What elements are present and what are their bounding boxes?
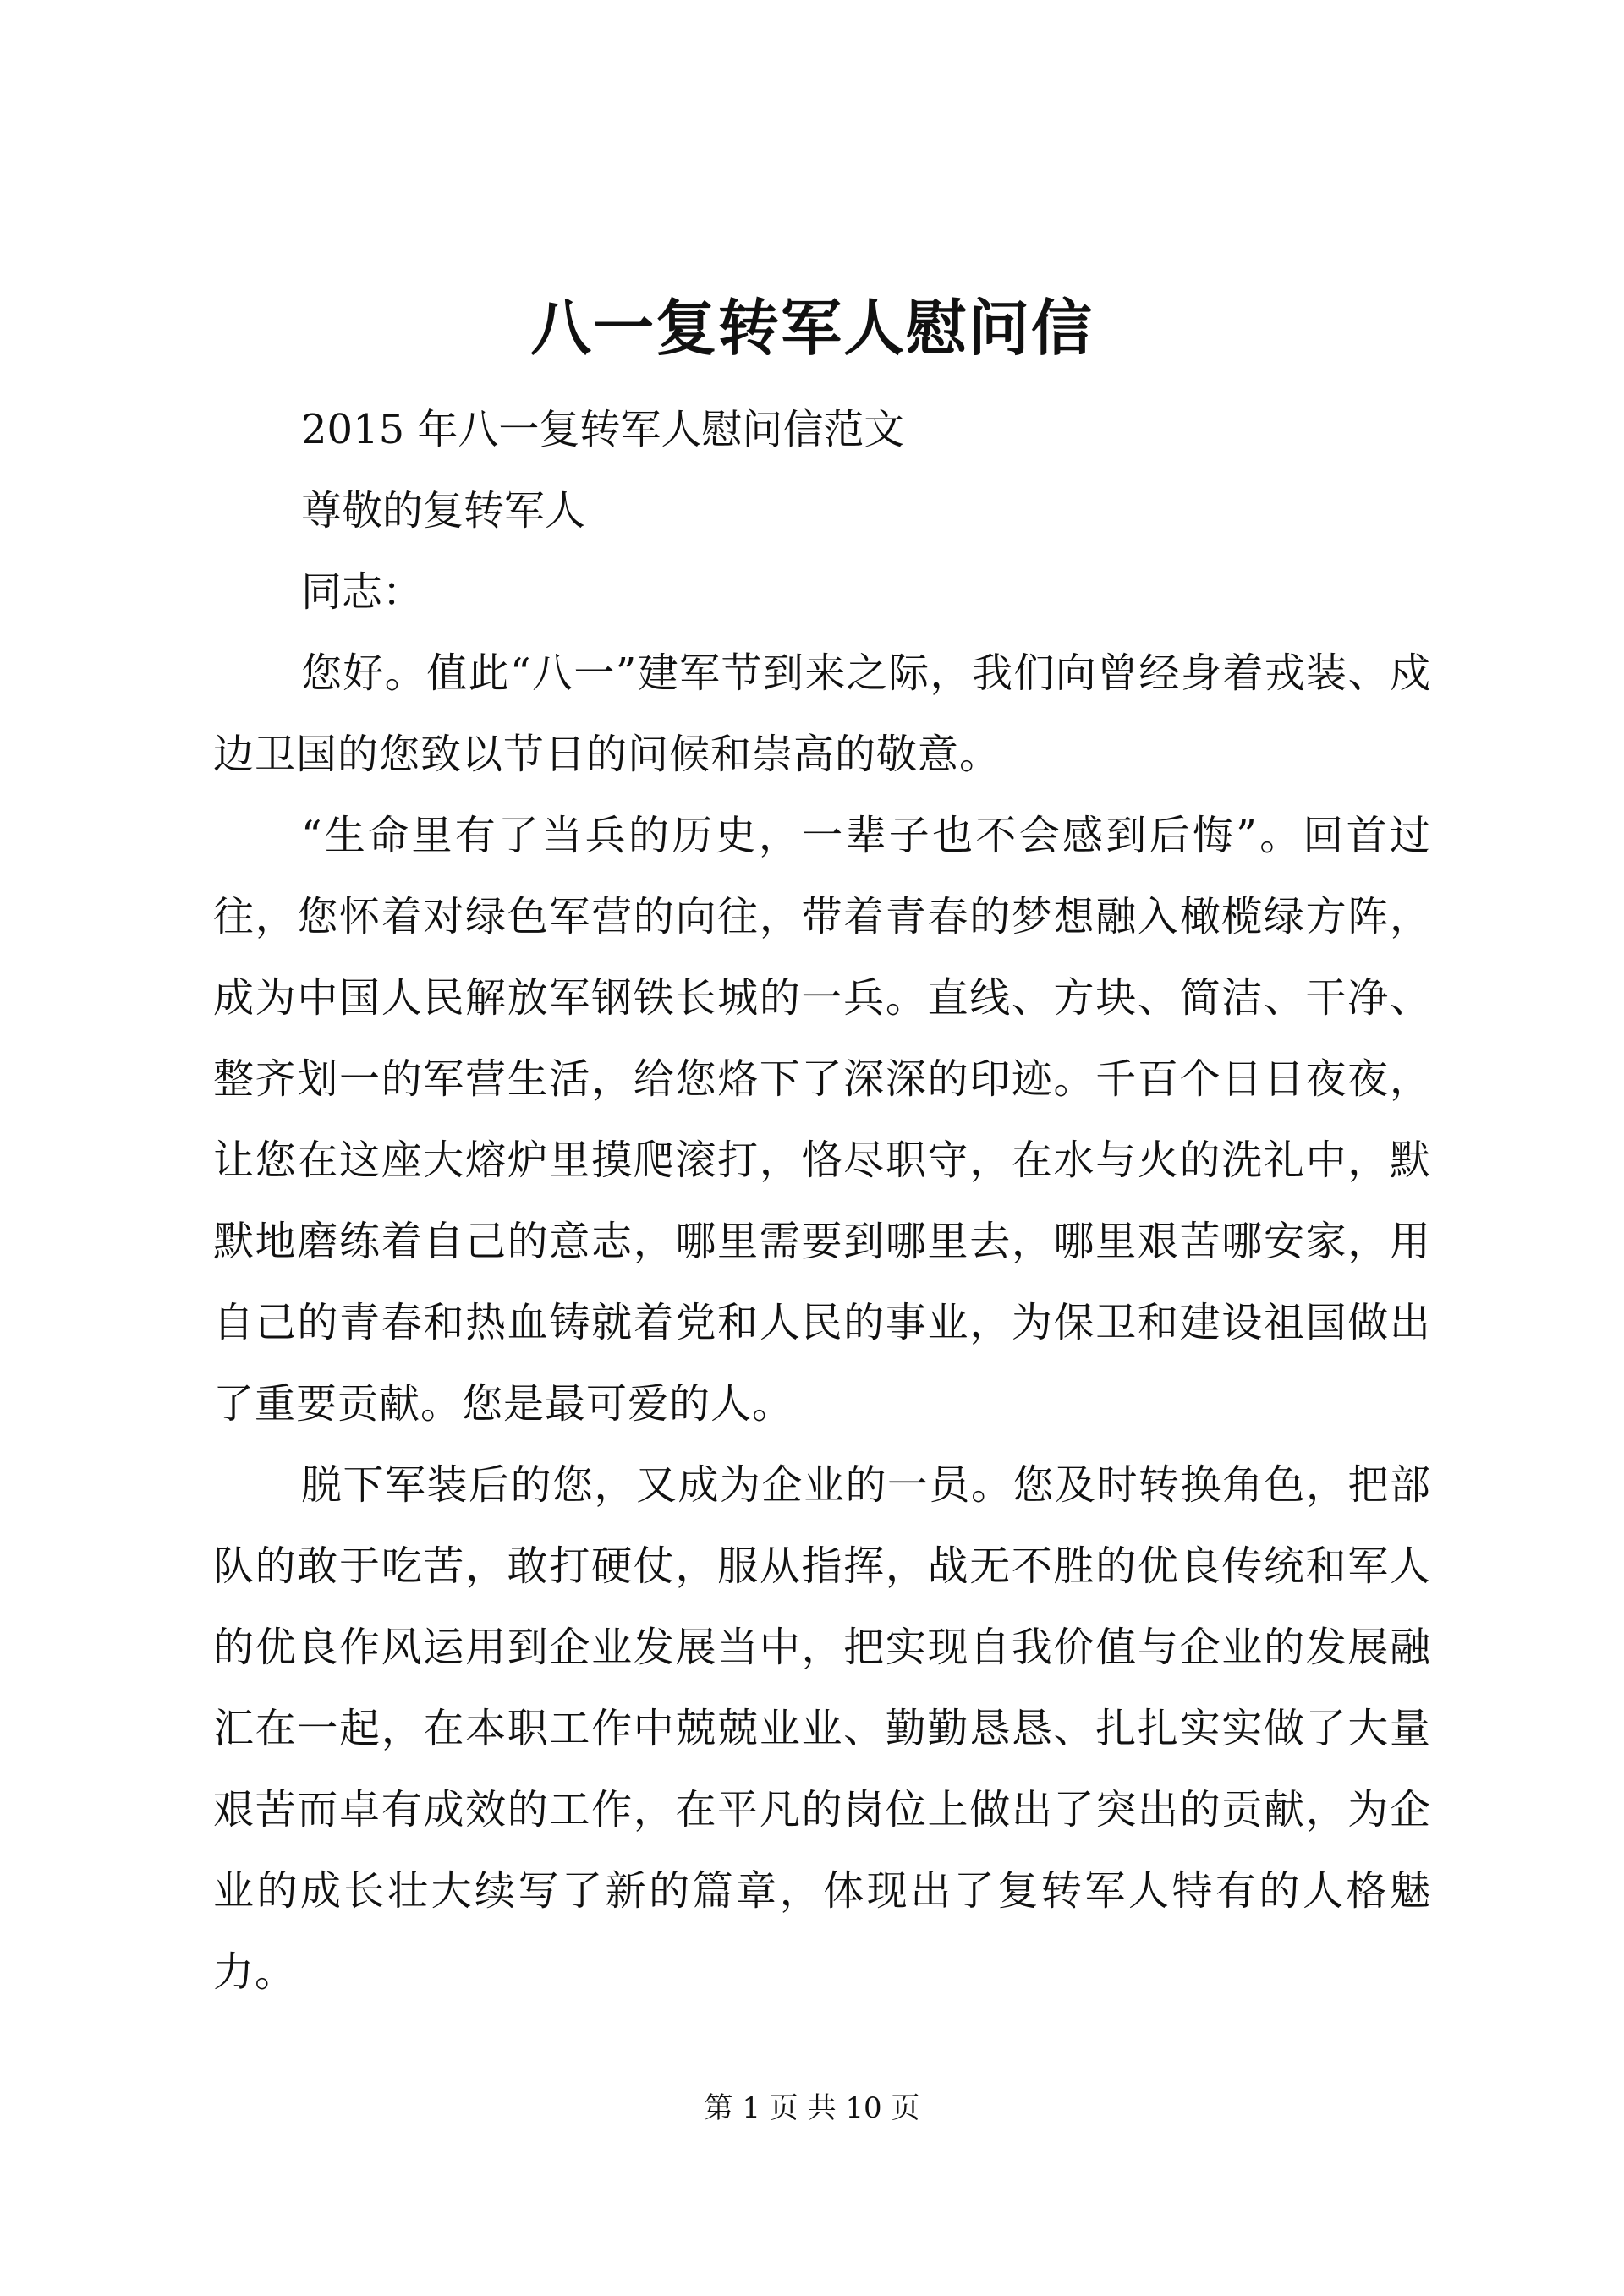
paragraph-enterprise: 脱下军装后的您，又成为企业的一员。您及时转换角色，把部队的敢于吃苦，敢打硬仗，服从指挥，战无不胜的优良传统和军人的优良作风运用到企业发展当中，把实现自我价值与企业的发展融汇在一起，在本职工作中兢兢业业、勤勤恳恳、扎扎实实做了大量艰苦而卓有成效的工作，在平凡的岗位上做出了突出的贡献，为企业的成长壮大续写了新的篇章，体现出了复转军人特有的人格魅力。 [213,1461,1431,1996]
salutation-comrade: 同志： [301,568,424,616]
page-number-footer: 第 1 页 共 10 页 [704,2091,920,2125]
document-subtitle: 2015 年八一复转军人慰问信范文 [301,406,905,453]
paragraph-history: “生命里有了当兵的历史，一辈子也不会感到后悔”。回首过往，您怀着对绿色军营的向往，带着青春的梦想融入橄榄绿方阵，成为中国人民解放军钢铁长城的一兵。直线、方块、简洁、干净、整齐划一的军营生活，给您烙下了深深的印迹。千百个日日夜夜，让您在这座大熔炉里摸爬滚打，恪尽职守，在水与火的洗礼中，默默地磨练着自己的意志，哪里需要到哪里去，哪里艰苦哪安家，用自己的青春和热血铸就着党和人民的事业，为保卫和建设祖国做出了重要贡献。您是最可爱的人。 [213,812,1431,1427]
salutation-recipient: 尊敬的复转军人 [301,487,586,534]
document-title: 八一复转军人慰问信 [529,292,1094,364]
paragraph-greeting: 您好。值此“八一”建军节到来之际，我们向曾经身着戎装、戍边卫国的您致以节日的问候和崇高的敬意。 [213,649,1431,778]
